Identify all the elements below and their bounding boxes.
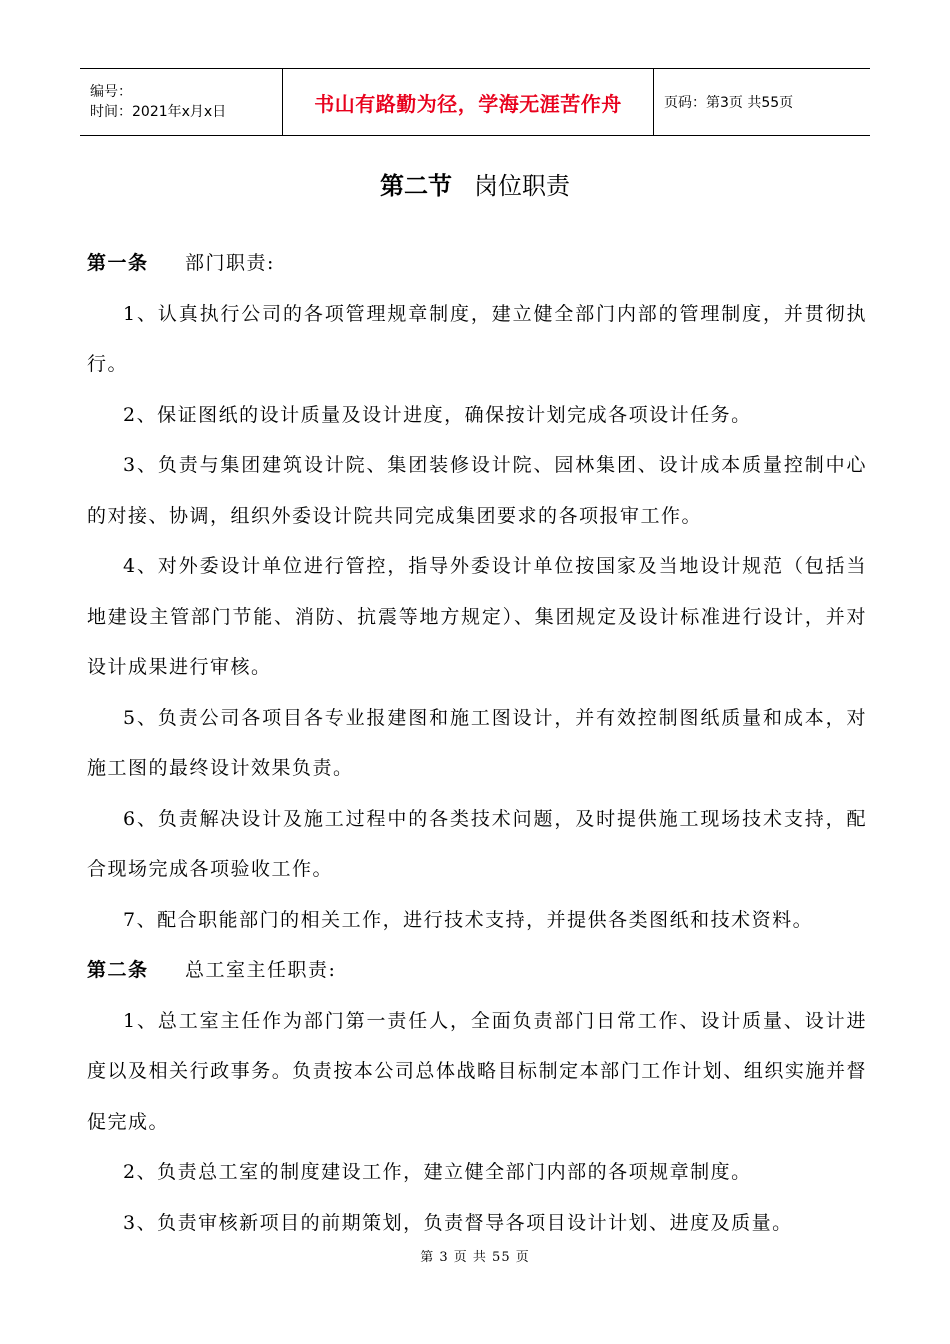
article-heading <box>87 238 867 289</box>
section-title <box>0 170 950 202</box>
article-number: 第二条 <box>87 959 149 981</box>
document-number-label: 编号： <box>90 84 132 100</box>
section-heading: 岗位职责 <box>474 172 570 200</box>
article-item: 3、负责与集团建筑设计院、集团装修设计院、园林集团、设计成本质量控制中心的对接、协调，组织外委设计院共同完成集团要求的各项报审工作。 <box>87 454 867 527</box>
document-body <box>87 238 867 1248</box>
header-slogan-cell <box>283 69 654 135</box>
article-item: 7、配合职能部门的相关工作，进行技术支持，并提供各类图纸和技术资料。 <box>123 908 814 931</box>
article-item: 1、总工室主任作为部门第一责任人，全面负责部门日常工作、设计质量、设计进度以及相关行政事务。负责按本公司总体战略目标制定本部门工作计划、组织实施并督促完成。 <box>87 1009 867 1133</box>
document-time-label: 时间：2021年x月x日 <box>90 104 227 120</box>
header-slogan: 书山有路勤为径，学海无涯苦作舟 <box>314 91 622 116</box>
article-item: 4、对外委设计单位进行管控，指导外委设计单位按国家及当地设计规范（包括当地建设主管部门节能、消防、抗震等地方规定）、集团规定及设计标准进行设计，并对设计成果进行审核。 <box>87 555 867 678</box>
page-header <box>80 68 870 136</box>
article-item: 5、负责公司各项目各专业报建图和施工图设计，并有效控制图纸质量和成本，对施工图的最终设计效果负责。 <box>87 706 867 779</box>
article-item: 1、认真执行公司的各项管理规章制度，建立健全部门内部的管理制度，并贯彻执行。 <box>87 302 867 375</box>
article-title: 总工室主任职责: <box>185 959 337 981</box>
header-page-label: 页码：第3页 共55页 <box>664 95 794 111</box>
page-footer: 第 3 页 共 55 页 <box>420 1250 530 1265</box>
header-meta-cell <box>80 69 283 135</box>
article-item: 6、负责解决设计及施工过程中的各类技术问题，及时提供施工现场技术支持，配合现场完成各项验收工作。 <box>87 807 867 880</box>
article-item: 2、保证图纸的设计质量及设计进度，确保按计划完成各项设计任务。 <box>123 403 752 426</box>
header-page-cell <box>654 69 870 135</box>
article-item: 3、负责审核新项目的前期策划，负责督导各项目设计计划、进度及质量。 <box>123 1211 793 1234</box>
article-title: 部门职责: <box>185 252 275 274</box>
section-number: 第二节 <box>380 172 452 200</box>
article-item: 2、负责总工室的制度建设工作，建立健全部门内部的各项规章制度。 <box>123 1161 752 1183</box>
article-number: 第一条 <box>87 252 149 274</box>
article-heading <box>87 945 867 996</box>
